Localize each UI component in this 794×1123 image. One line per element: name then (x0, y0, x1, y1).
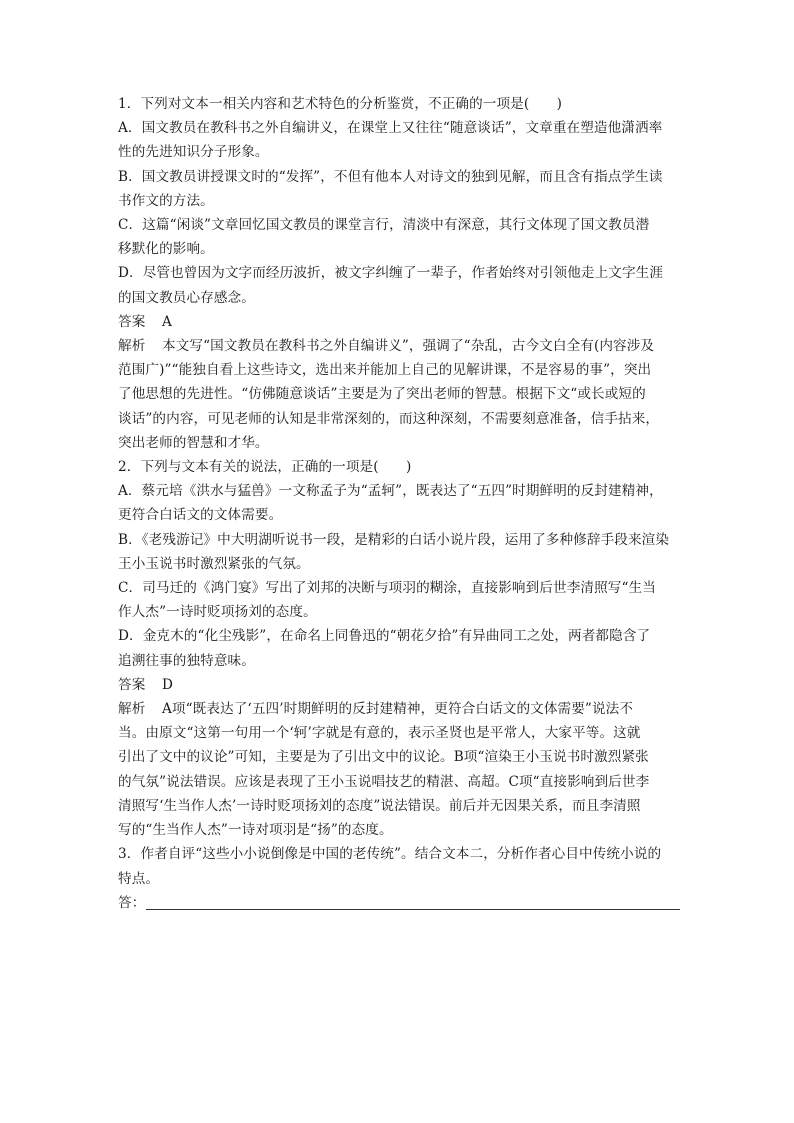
q1-analysis-line: 谈话”的内容，可见老师的认知是非常深刻的，而这种深刻，不需要刻意准备，信手拈来， (118, 410, 660, 427)
q1-option-a: A．国文教员在教科书之外自编讲义，在课堂上又往往“随意谈话”，文章重在塑造他潇洒率 (118, 120, 663, 137)
q1-option-b: B．国文教员讲授课文时的“发挥”，不但有他本人对诗文的独到见解，而且含有指点学生读 (118, 168, 663, 185)
question-3 (118, 842, 680, 915)
q2-analysis-line: 写的“生当作人杰”一诗对项羽是“扬”的态度。 (118, 822, 393, 839)
answer-label: 答案 (118, 676, 146, 693)
q2-option-b: B．《老残游记》中大明湖听说书一段，是精彩的白话小说片段，运用了多种修辞手段来渲染 (118, 531, 670, 548)
answer-blank-line[interactable] (146, 909, 680, 910)
q2-analysis-line: 当。由原文“这第一句用一个‘轲’字就是有意的，表示圣贤也是平常人，大家平等。这就 (118, 725, 641, 742)
q1-option-b-cont: 书作文的方法。 (118, 192, 214, 209)
q2-option-c-cont: 作人杰”一诗时贬项扬刘的态度。 (118, 604, 317, 621)
q2-analysis-line: 清照写‘生当作人杰’一诗时贬项扬刘的态度”说法错误。前后并无因果关系，而且李清照 (118, 797, 641, 814)
q1-answer (118, 310, 680, 334)
q2-option-a-cont: 更符合白话文的文体需要。 (118, 507, 283, 524)
answer-label: 答案 (118, 313, 146, 330)
q1-analysis-line: 突出老师的智慧和才华。 (118, 434, 269, 451)
q1-analysis-line: 了他思想的先进性。“仿佛随意谈话”主要是为了突出老师的智慧。根据下文“或长或短的 (118, 386, 646, 403)
q2-option-d: D．金克木的“化尘残影”，在命名上同鲁迅的“朝花夕拾”有异曲同工之处，两者都隐含了 (118, 628, 651, 645)
q1-stem: 1．下列对文本一相关内容和艺术特色的分析鉴赏，不正确的一项是( ) (118, 96, 563, 112)
q1-option-c: C．这篇“闲谈”文章回忆国文教员的课堂言行，清淡中有深意，其行文体现了国文教员潜 (118, 217, 650, 234)
q2-option-d-cont: 追溯往事的独特意味。 (118, 652, 255, 669)
q2-option-c: C．司马迁的《鸿门宴》写出了刘邦的决断与项羽的糊涂，直接影响到后世李清照写“生当 (118, 580, 656, 597)
analysis-label: 解析 (118, 338, 146, 355)
q2-analysis-line: 引出了文中的议论”可知，主要是为了引出文中的议论。B项“渲染王小玉说书时激烈紧张 (118, 749, 649, 766)
answer-value: A (162, 313, 172, 330)
q1-option-c-cont: 移默化的影响。 (118, 241, 214, 258)
q2-analysis-line: 的气氛”说法错误。应该是表现了王小玉说唱技艺的精湛、高超。C项“直接影响到后世李 (118, 773, 650, 790)
q2-analysis-first (118, 697, 680, 721)
analysis-label: 解析 (118, 701, 146, 718)
answer-value: D (162, 676, 173, 693)
q1-analysis-first (118, 334, 680, 358)
q2-stem: 2．下列与文本有关的说法，正确的一项是( ) (118, 459, 412, 476)
document-page (118, 92, 680, 915)
q1-analysis-line: 范围广)”“能独自看上这些诗文，选出来并能加上自己的见解讲课，不是容易的事”，突出 (118, 362, 652, 379)
answer-prompt: 答： (118, 894, 146, 911)
q2-option-a: A．蔡元培《洪水与猛兽》一文称孟子为“孟轲”，既表达了“五四”时期鲜明的反封建精神， (118, 483, 663, 500)
q3-stem-cont: 特点。 (118, 870, 160, 887)
analysis-text: 本文写“国文教员在教科书之外自编讲义”，强调了“杂乱，古今文白全有(内容涉及 (162, 338, 655, 355)
q1-option-a-cont: 性的先进知识分子形象。 (118, 144, 269, 161)
q2-answer (118, 673, 680, 697)
q2-option-b-cont: 王小玉说书时激烈紧张的气氛。 (118, 555, 310, 572)
q3-stem: 3．作者自评“这些小小说倒像是中国的老传统”。结合文本二，分析作者心目中传统小说的 (118, 846, 662, 863)
q1-option-d-cont: 的国文教员心存感念。 (118, 289, 255, 306)
q3-answer-row (118, 891, 680, 915)
q1-option-d: D．尽管也曾因为文字而经历波折，被文字纠缠了一辈子，作者始终对引领他走上文字生涯 (118, 265, 664, 282)
analysis-text: A项“既表达了‘五四’时期鲜明的反封建精神，更符合白话文的文体需要”说法不 (162, 701, 634, 718)
question-1 (118, 92, 680, 455)
question-2 (118, 455, 680, 842)
